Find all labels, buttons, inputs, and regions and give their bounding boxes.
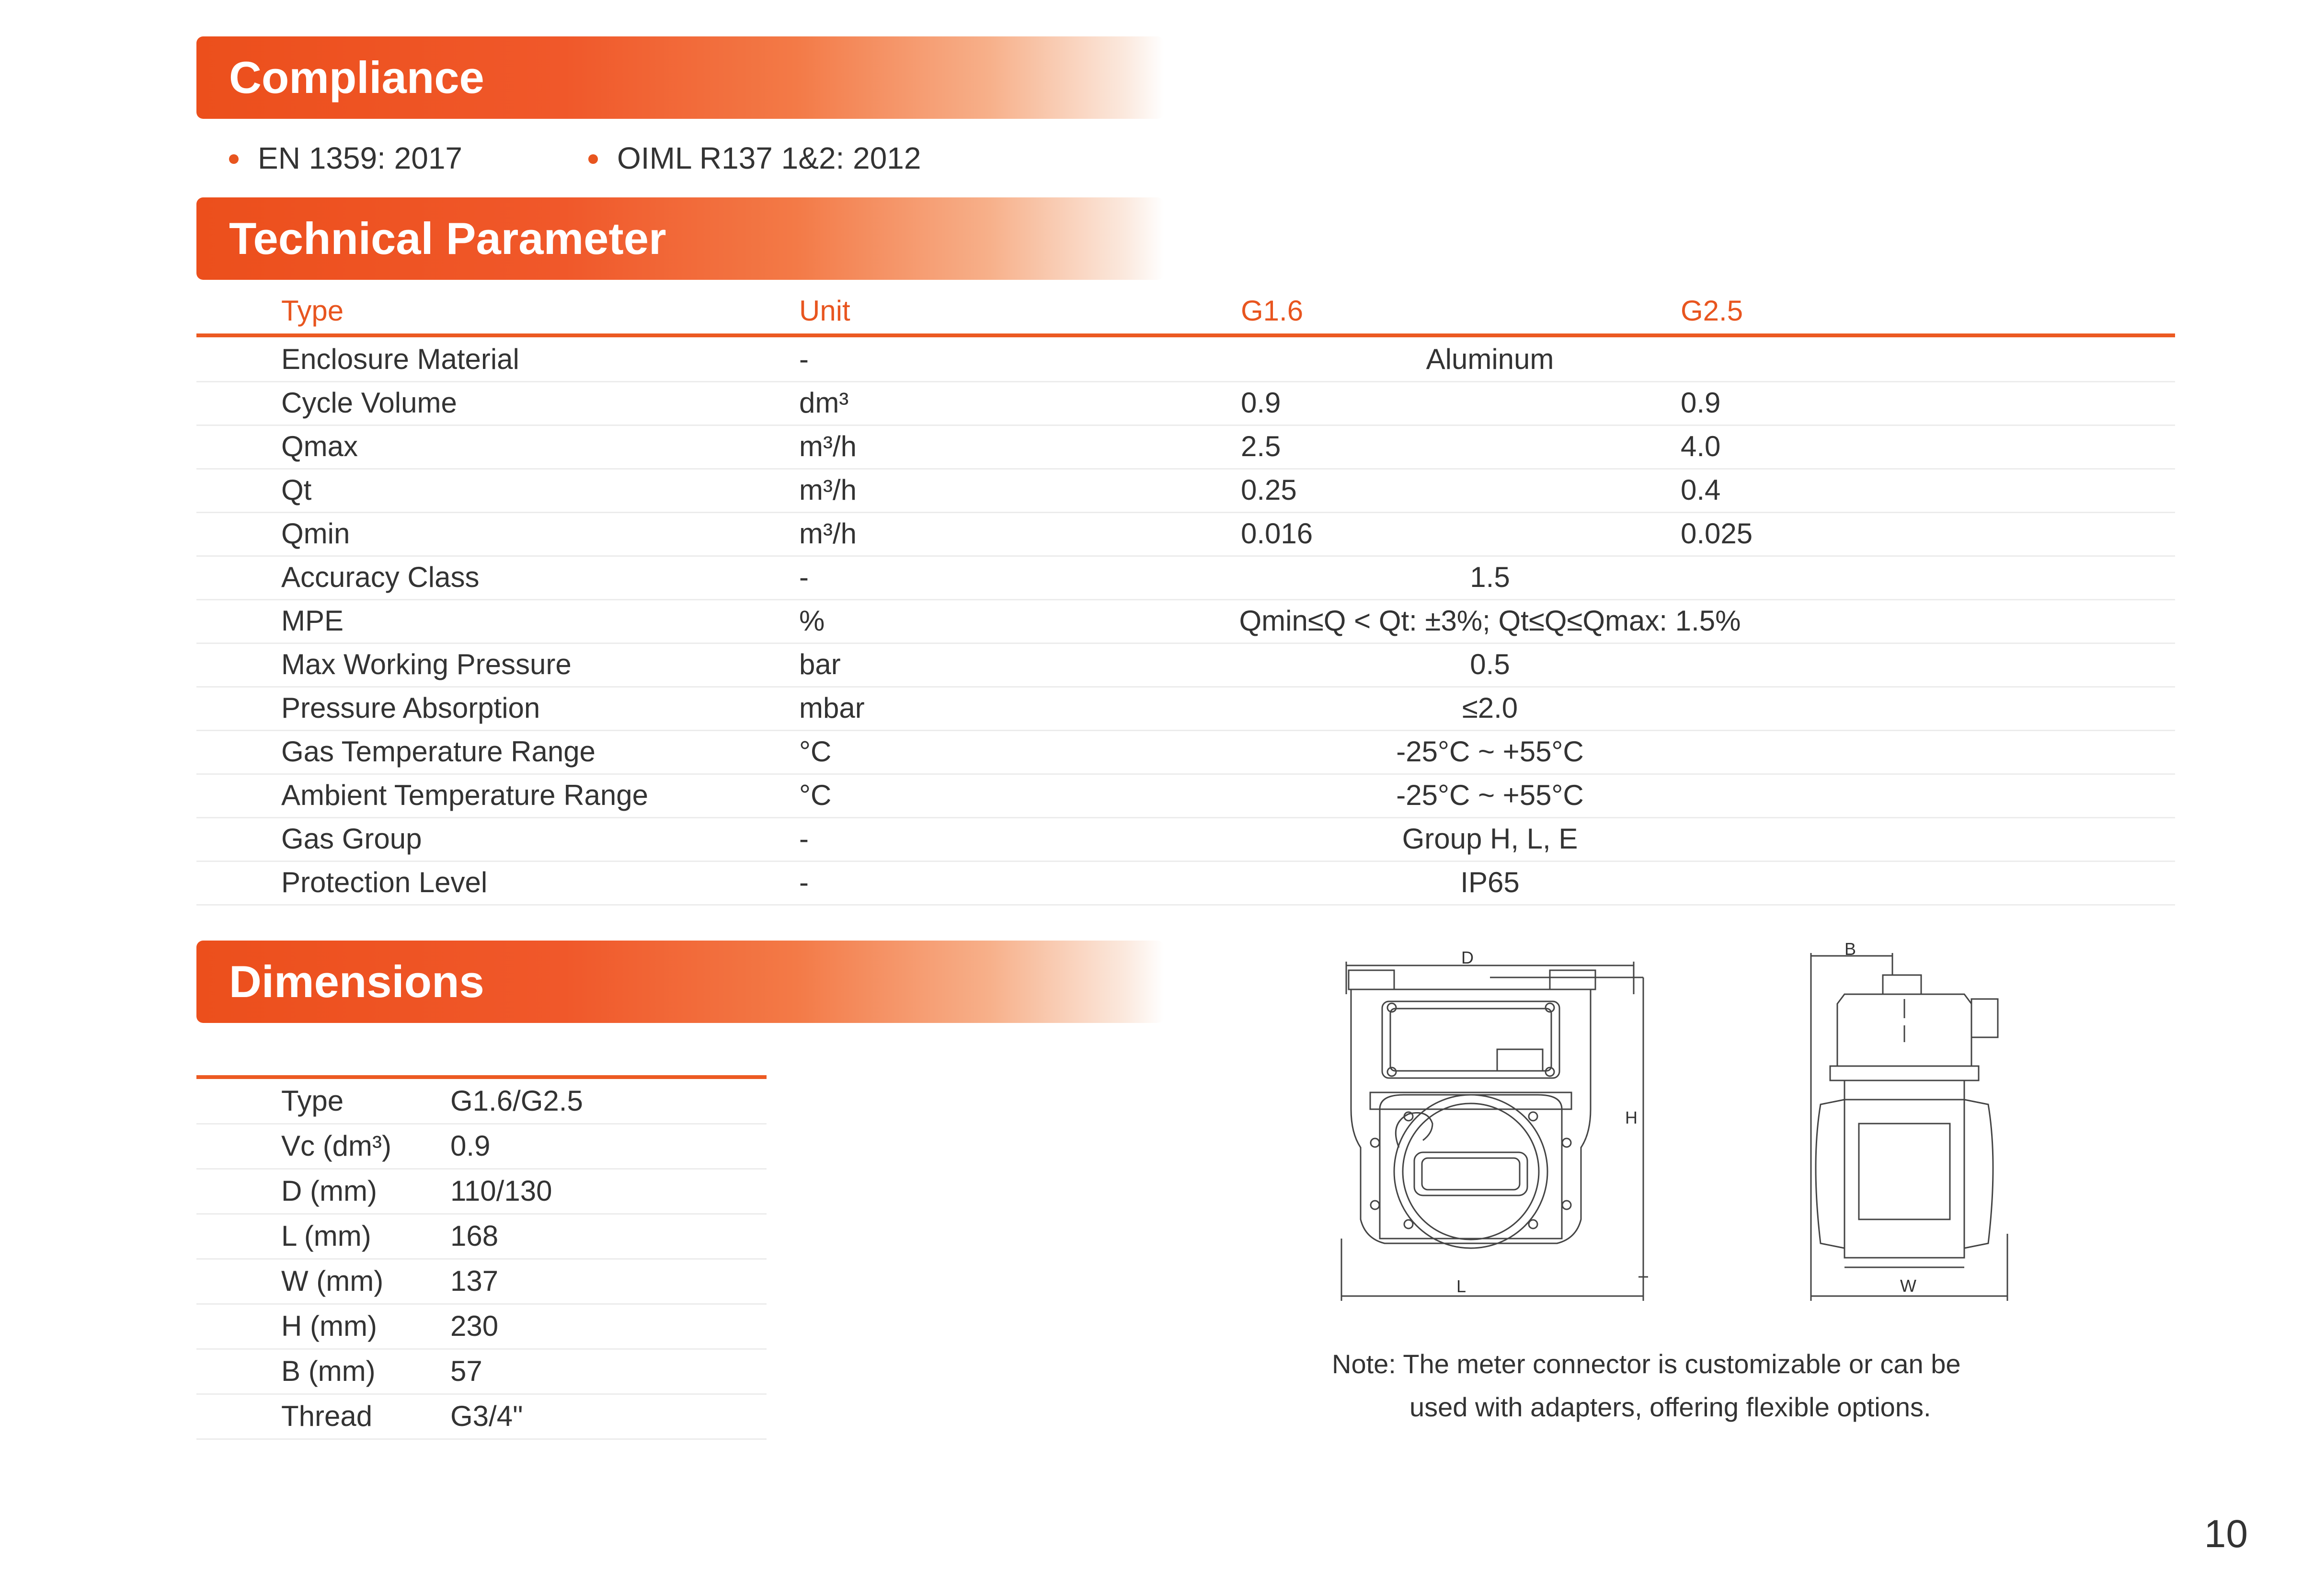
param-row [196, 861, 2175, 906]
param-unit: mbar [799, 692, 865, 724]
dimension-label: H (mm) [281, 1310, 377, 1342]
param-type: Ambient Temperature Range [281, 779, 648, 811]
technical-banner [196, 197, 1164, 280]
dimension-value: 0.9 [450, 1130, 491, 1162]
dimension-row [196, 1079, 767, 1125]
param-row [196, 773, 2175, 818]
compliance-title: Compliance [229, 52, 484, 103]
dimension-value: 137 [450, 1265, 499, 1297]
param-value-g16: 0.016 [1241, 517, 1313, 550]
param-type: Protection Level [281, 866, 488, 898]
dimension-label: B (mm) [281, 1355, 376, 1387]
param-row [196, 686, 2175, 731]
param-row [196, 512, 2175, 557]
compliance-item: OIML R137 1&2: 2012 [588, 134, 921, 182]
param-value: Qmin≤Q < Qt: ±3%; Qt≤Q≤Qmax: 1.5% [1239, 605, 1741, 637]
header-g16: G1.6 [1241, 295, 1304, 327]
meter-side-drawing [1801, 946, 2022, 1310]
dimension-label: Thread [281, 1400, 373, 1432]
note-line-2: used with adapters, offering flexible options. [1409, 1392, 1931, 1422]
param-row [196, 730, 2175, 775]
param-type: Max Working Pressure [281, 648, 572, 680]
param-value: IP65 [1460, 866, 1520, 898]
param-unit: °C [799, 735, 832, 768]
param-value: 0.5 [1470, 648, 1510, 680]
dimension-value: 230 [450, 1310, 499, 1342]
param-type: MPE [281, 605, 344, 637]
param-value-g25: 4.0 [1681, 430, 1721, 462]
dimension-label: W (mm) [281, 1265, 384, 1297]
param-unit: m³/h [799, 430, 857, 462]
param-value: Aluminum [1426, 343, 1554, 375]
param-unit: dm³ [799, 387, 849, 419]
param-type: Qmin [281, 517, 350, 550]
compliance-item: EN 1359: 2017 [229, 134, 462, 182]
param-type: Gas Group [281, 823, 422, 855]
dimension-row [196, 1259, 767, 1305]
param-row [196, 337, 2175, 382]
note-line-1: Note: The meter connector is customizable or can be [1332, 1349, 1961, 1379]
param-unit: - [799, 343, 809, 375]
param-row [196, 381, 2175, 426]
param-unit: m³/h [799, 517, 857, 550]
param-type: Qmax [281, 430, 358, 462]
param-value-g25: 0.4 [1681, 474, 1721, 506]
dimension-row [196, 1214, 767, 1260]
connector-note [1332, 1343, 2027, 1429]
dimensions-banner [196, 941, 1164, 1023]
param-value: 1.5 [1470, 561, 1510, 593]
dimensions-title: Dimensions [229, 956, 484, 1007]
header-g25: G2.5 [1681, 295, 1743, 327]
meter-front-drawing [1337, 951, 1653, 1315]
drawing-label-h: H [1625, 1108, 1638, 1127]
dimension-label: Vc (dm³) [281, 1130, 391, 1162]
param-unit: % [799, 605, 825, 637]
dimension-row [196, 1349, 767, 1395]
dimension-label: D (mm) [281, 1175, 377, 1207]
technical-title: Technical Parameter [229, 213, 666, 264]
param-value: -25°C ~ +55°C [1396, 779, 1584, 811]
compliance-banner [196, 36, 1164, 119]
param-unit: m³/h [799, 474, 857, 506]
param-row [196, 468, 2175, 513]
drawing-label-d: D [1461, 948, 1474, 967]
param-type: Gas Temperature Range [281, 735, 596, 768]
drawing-label-l: L [1456, 1276, 1466, 1296]
param-unit: bar [799, 648, 841, 680]
dimension-label: L (mm) [281, 1220, 371, 1252]
param-type: Enclosure Material [281, 343, 519, 375]
bullet-dot [588, 154, 598, 164]
param-value-g25: 0.025 [1681, 517, 1753, 550]
param-value: ≤2.0 [1462, 692, 1518, 724]
dimension-row [196, 1304, 767, 1350]
param-unit: °C [799, 779, 832, 811]
param-row [196, 599, 2175, 644]
dimension-value: 57 [450, 1355, 482, 1387]
dimension-label: Type [281, 1085, 344, 1117]
dimension-row [196, 1124, 767, 1170]
param-value-g16: 0.9 [1241, 387, 1281, 419]
param-row [196, 643, 2175, 688]
param-type: Cycle Volume [281, 387, 457, 419]
dimension-row [196, 1169, 767, 1215]
param-value-g25: 0.9 [1681, 387, 1721, 419]
dimensions-header-rule [196, 1075, 767, 1079]
param-unit: - [799, 866, 809, 898]
param-value: Group H, L, E [1402, 823, 1578, 855]
param-value: -25°C ~ +55°C [1396, 735, 1584, 768]
param-type: Qt [281, 474, 312, 506]
dimension-value: G1.6/G2.5 [450, 1085, 583, 1117]
drawing-label-b: B [1844, 939, 1856, 959]
param-unit: - [799, 561, 809, 593]
param-unit: - [799, 823, 809, 855]
dimension-value: 110/130 [450, 1175, 552, 1207]
dimension-value: 168 [450, 1220, 499, 1252]
param-type: Pressure Absorption [281, 692, 540, 724]
header-type: Type [281, 295, 344, 327]
param-type: Accuracy Class [281, 561, 480, 593]
param-row [196, 425, 2175, 470]
param-value-g16: 0.25 [1241, 474, 1297, 506]
page-number: 10 [2204, 1512, 2248, 1556]
drawing-label-w: W [1900, 1276, 1916, 1296]
dimension-value: G3/4" [450, 1400, 523, 1432]
bullet-dot [229, 154, 239, 164]
table-header-rule [196, 333, 2175, 337]
dimension-row [196, 1394, 767, 1440]
param-value-g16: 2.5 [1241, 430, 1281, 462]
param-row [196, 555, 2175, 600]
header-unit: Unit [799, 295, 850, 327]
param-row [196, 817, 2175, 862]
